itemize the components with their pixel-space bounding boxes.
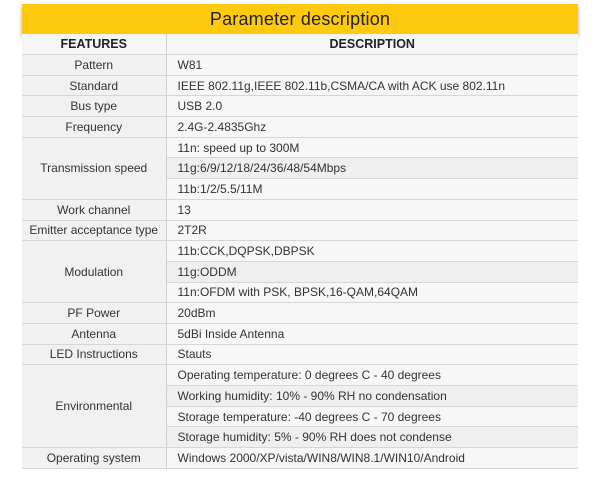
description-cell: Windows 2000/XP/vista/WIN8/WIN8.1/WIN10/Android [166, 448, 578, 469]
description-cell: 11b:CCK,DQPSK,DBPSK [166, 241, 578, 262]
feature-cell: Environmental [22, 365, 166, 448]
table-row [22, 303, 578, 324]
description-cell: 11g:ODDM [166, 261, 578, 282]
table-row [22, 220, 578, 241]
description-cell: 2T2R [166, 220, 578, 241]
description-cell: Working humidity: 10% - 90% RH no condensation [166, 386, 578, 407]
description-cell: 11n: speed up to 300M [166, 137, 578, 158]
table-row [22, 96, 578, 117]
table-row [22, 199, 578, 220]
table-row [22, 344, 578, 365]
table-row [22, 137, 578, 158]
description-header: DESCRIPTION [166, 34, 578, 55]
features-header: FEATURES [22, 34, 166, 55]
description-cell: Storage temperature: -40 degrees C - 70 degrees [166, 406, 578, 427]
feature-cell: Bus type [22, 96, 166, 117]
table-row [22, 365, 578, 386]
description-cell: 11g:6/9/12/18/24/36/48/54Mbps [166, 158, 578, 179]
description-cell: 20dBm [166, 303, 578, 324]
feature-cell: Antenna [22, 323, 166, 344]
description-cell: USB 2.0 [166, 96, 578, 117]
table-row [22, 241, 578, 262]
banner-title: Parameter description [209, 8, 391, 29]
table-row [22, 55, 578, 76]
feature-cell: LED Instructions [22, 344, 166, 365]
description-cell: Stauts [166, 344, 578, 365]
table-row [22, 117, 578, 138]
feature-cell: Work channel [22, 199, 166, 220]
feature-cell: Emitter acceptance type [22, 220, 166, 241]
feature-cell: PF Power [22, 303, 166, 324]
table-body [22, 55, 578, 469]
description-cell: 13 [166, 199, 578, 220]
description-cell: IEEE 802.11g,IEEE 802.11b,CSMA/CA with ACK use 802.11n [166, 75, 578, 96]
feature-cell: Transmission speed [22, 137, 166, 199]
feature-cell: Pattern [22, 55, 166, 76]
table-header-row [22, 34, 578, 55]
parameter-table [22, 34, 578, 469]
feature-cell: Frequency [22, 117, 166, 138]
description-cell: 11n:OFDM with PSK, BPSK,16-QAM,64QAM [166, 282, 578, 303]
title-banner [22, 4, 578, 34]
description-cell: 5dBi Inside Antenna [166, 323, 578, 344]
feature-cell: Standard [22, 75, 166, 96]
description-cell: W81 [166, 55, 578, 76]
description-cell: Operating temperature: 0 degrees C - 40 degrees [166, 365, 578, 386]
table-row [22, 448, 578, 469]
description-cell: 2.4G-2.4835Ghz [166, 117, 578, 138]
table-row [22, 75, 578, 96]
feature-cell: Modulation [22, 241, 166, 303]
table-row [22, 323, 578, 344]
description-cell: Storage humidity: 5% - 90% RH does not condense [166, 427, 578, 448]
description-cell: 11b:1/2/5.5/11M [166, 179, 578, 200]
feature-cell: Operating system [22, 448, 166, 469]
